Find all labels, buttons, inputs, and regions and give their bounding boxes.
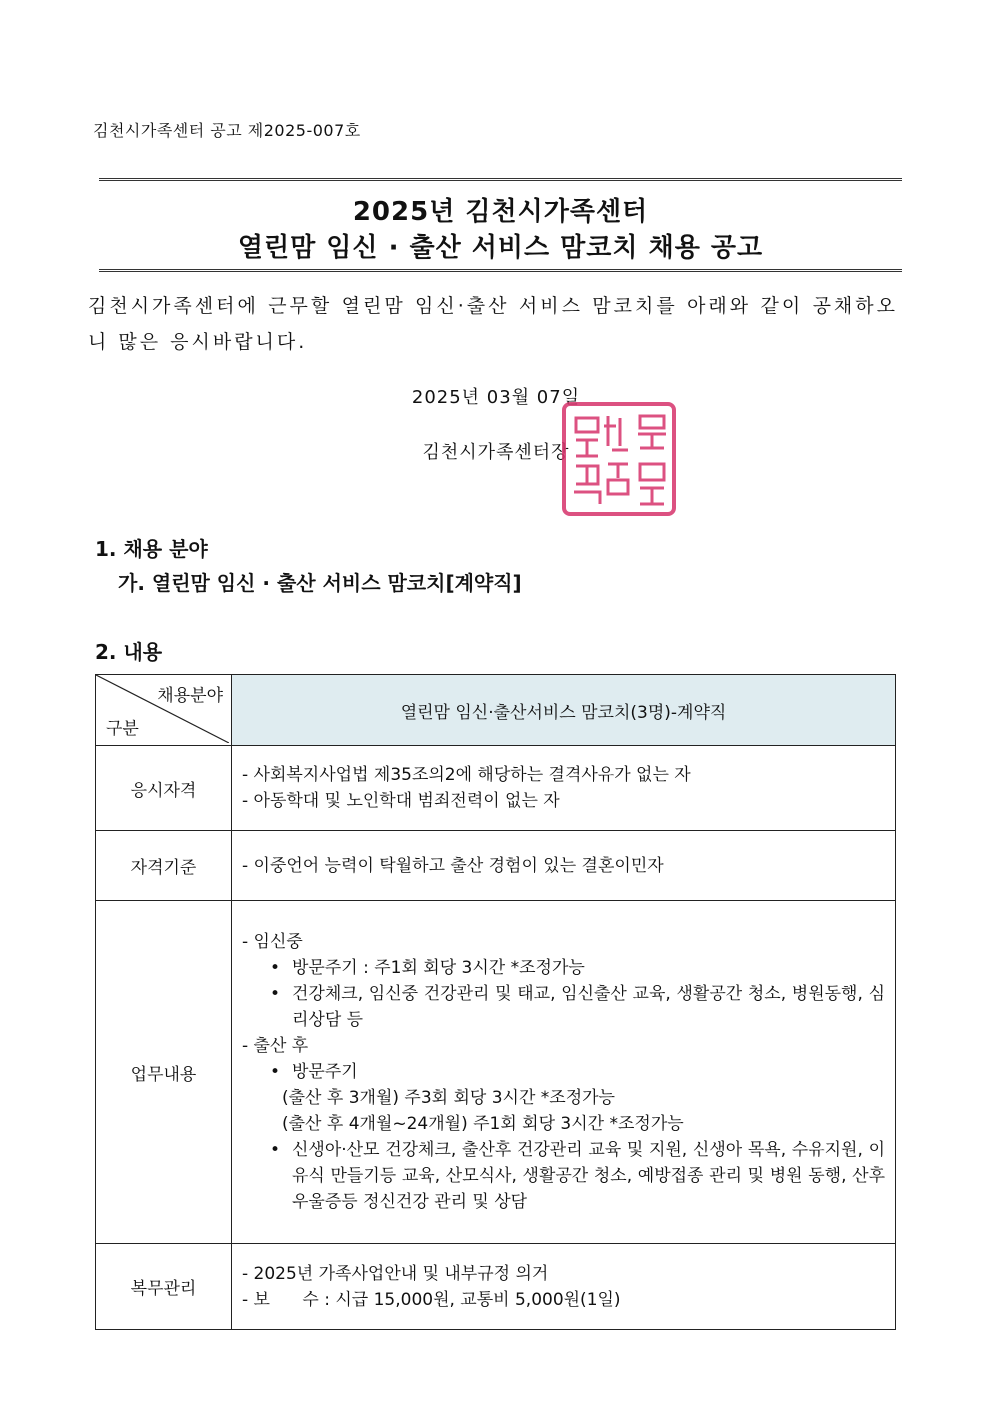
section-1-item: 가. 열린맘 임신 · 출산 서비스 맘코치[계약직] — [118, 571, 522, 595]
duties-postpartum-schedule-2: (출산 후 4개월~24개월) 주1회 회당 3시간 *조정가능 — [282, 1114, 684, 1134]
table-corner-cell — [96, 675, 232, 746]
official-seal-icon — [560, 400, 678, 518]
row-value-criteria — [232, 831, 896, 901]
section-2-heading: 2. 내용 — [95, 640, 163, 664]
row-value-qualification — [232, 746, 896, 831]
table-row — [96, 831, 896, 901]
row-value-duties — [232, 901, 896, 1244]
row-label-service: 복무관리 — [96, 1244, 232, 1330]
section-1-heading: 1. 채용 분야 — [95, 537, 208, 561]
recruitment-table — [95, 674, 896, 1330]
duties-pregnancy-bullet-1: • 방문주기 : 주1회 회당 3시간 *조정가능 — [270, 958, 585, 978]
table-header-title: 열린맘 임신·출산서비스 맘코치(3명)-계약직 — [232, 675, 896, 746]
title-line-2: 열린맘 임신 · 출산 서비스 맘코치 채용 공고 — [237, 233, 764, 263]
duties-postpartum-bullet-1: • 방문주기 — [270, 1062, 358, 1082]
center-director: 김천시가족센터장 — [422, 442, 570, 463]
duties-postpartum-bullet-2: • 신생아·산모 건강체크, 출산후 건강관리 교육 및 지원, 신생아 목욕, 수유지원, 이유식 만들기등 교육, 산모식사, 생활공간 청소, 예방접종 관리 및 병원 동행, 산후 우울증등 정신건강 관리 및 상담 — [270, 1140, 885, 1212]
duties-postpartum-bullet-2-text: 신생아·산모 건강체크, 출산후 건강관리 교육 및 지원, 신생아 목욕, 수유지원, 이유식 만들기등 교육, 산모식사, 생활공간 청소, 예방접종 관리 및 병원 동행, 산후 우울증등 정신건강 관리 및 상담 — [292, 1140, 885, 1212]
duties-pregnancy-bullet-1-text: 방문주기 : 주1회 회당 3시간 *조정가능 — [292, 958, 585, 978]
table-row — [96, 1244, 896, 1330]
duties-pregnancy-bullet-2: • 건강체크, 임신중 건강관리 및 태교, 임신출산 교육, 생활공간 청소, 병원동행, 심리상담 등 — [270, 984, 885, 1030]
duties-pregnancy-bullet-2-text: 건강체크, 임신중 건강관리 및 태교, 임신출산 교육, 생활공간 청소, 병원동행, 심리상담 등 — [292, 984, 885, 1030]
intro-paragraph: 김천시가족센터에 근무할 열린맘 임신·출산 서비스 맘코치를 아래와 같이 공채하오니 많은 응시바랍니다. — [88, 295, 898, 353]
duties-pregnancy-heading: - 임신중 — [242, 932, 303, 952]
header-category-label: 채용분야 — [157, 686, 223, 706]
service-line-1: - 2025년 가족사업안내 및 내부규정 의거 — [242, 1263, 549, 1284]
qualification-line-1: - 사회복지사업법 제35조의2에 해당하는 결격사유가 없는 자 — [242, 765, 691, 785]
row-label-criteria: 자격기준 — [96, 831, 232, 901]
notice-date: 2025년 03월 07일 — [411, 387, 581, 408]
duties-postpartum-schedule-1: (출산 후 3개월) 주3회 회당 3시간 *조정가능 — [282, 1088, 615, 1108]
table-header-row — [96, 675, 896, 746]
duties-postpartum-bullet-1-text: 방문주기 — [292, 1062, 358, 1082]
row-value-service — [232, 1244, 896, 1330]
header-division-label: 구분 — [106, 719, 139, 739]
duties-postpartum-heading: - 출산 후 — [242, 1036, 309, 1056]
service-line-2: - 보 수 : 시급 15,000원, 교통비 5,000원(1일) — [242, 1289, 621, 1310]
row-label-duties: 업무내용 — [96, 901, 232, 1244]
title-line-1: 2025년 김천시가족센터 — [352, 197, 649, 227]
row-label-qualification: 응시자격 — [96, 746, 232, 831]
table-row — [96, 746, 896, 831]
criteria-line-1: - 이중언어 능력이 탁월하고 출산 경험이 있는 결혼이민자 — [242, 855, 664, 876]
table-row — [96, 901, 896, 1244]
qualification-line-2: - 아동학대 및 노인학대 범죄전력이 없는 자 — [242, 791, 560, 811]
notice-number: 김천시가족센터 공고 제2025-007호 — [93, 121, 361, 140]
title-box — [99, 178, 902, 272]
